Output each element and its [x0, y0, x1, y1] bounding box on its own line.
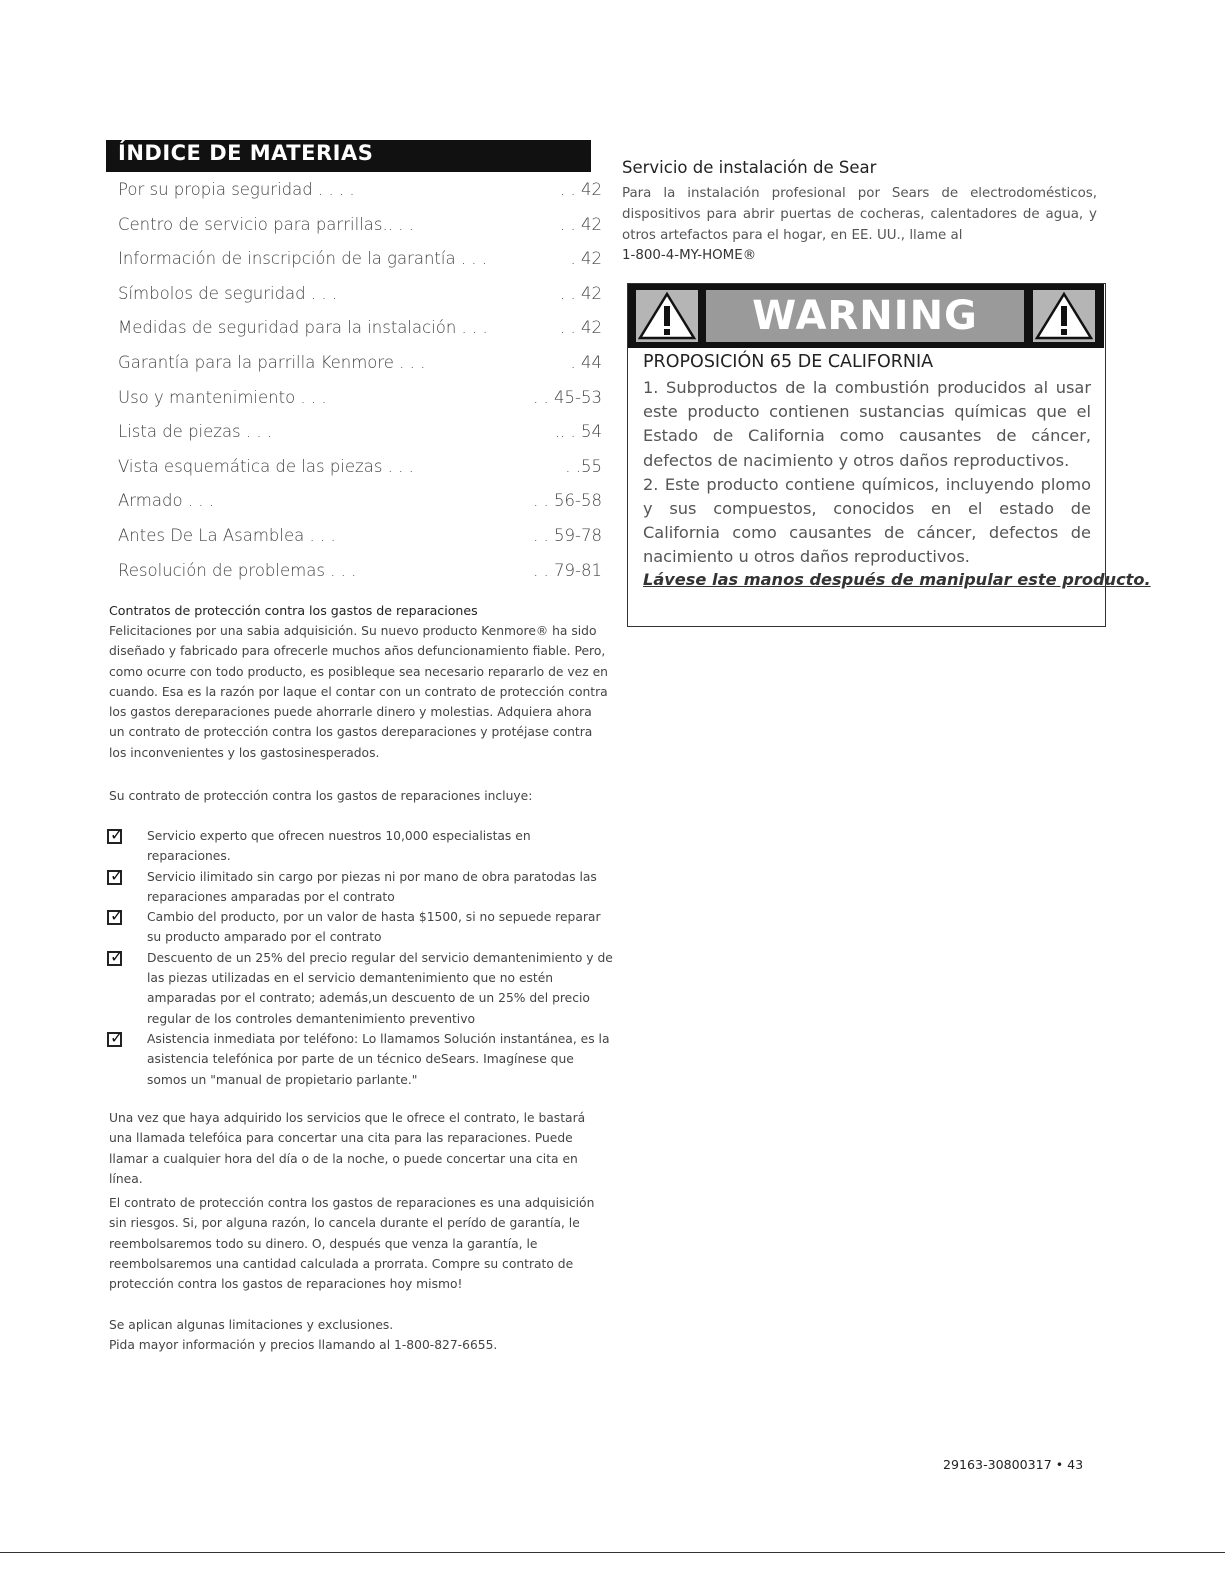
toc-heading: ÍNDICE DE MATERIAS: [118, 141, 374, 165]
service-phone: 1-800-4-MY-HOME®: [622, 248, 757, 263]
toc-item-title: Símbolos de seguridad . . .: [118, 283, 338, 303]
prop65-item-2: 2. Este producto contiene químicos, incluyendo plomo y sus compuestos, conocidos en el estado de California como causantes de cáncer, defectos de nacimiento u otros daños reproductivos.: [643, 474, 1091, 567]
toc-item-page: . .55: [565, 456, 602, 476]
check-item: [105, 867, 615, 908]
protection-intro: Felicitaciones por una sabia adquisición. Su nuevo producto Kenmore® ha sido diseñado y fabricado para ofrecerle muchos años defuncionamiento fiable. Pero, como ocurre con todo producto, es posibleque sea necesario repararlo de vez en cuando. Esa es la razón por laque el contar con un contrato de protección contra los gastos dereparaciones puede ahorrarle dinero y molestias. Adquiera ahora un contrato de protección contra los gastos dereparaciones y protéjase contra los inconvenientes y los gastosinesperados.: [109, 624, 608, 760]
warning-label-panel: [706, 290, 1024, 342]
protection-check-list: [105, 826, 615, 1090]
check-item-text: Cambio del producto, por un valor de hasta $1500, si no sepuede reparar su producto amparado por el contrato: [147, 910, 601, 945]
checkbox-checked-icon: [107, 1032, 122, 1047]
checkbox-checked-icon: [107, 870, 122, 885]
protection-limits: Se aplican algunas limitaciones y exclusiones.: [109, 1318, 394, 1332]
check-item: [105, 948, 615, 1029]
prop65-title: PROPOSICIÓN 65 DE CALIFORNIA: [643, 352, 934, 372]
checkbox-checked-icon: [107, 829, 122, 844]
toc-item-title: Lista de piezas . . .: [118, 422, 273, 442]
check-item: [105, 907, 615, 948]
check-item: [105, 826, 615, 867]
toc-item: [118, 314, 608, 349]
protection-call-paragraph: Una vez que haya adquirido los servicios que le ofrece el contrato, le bastará una llamada telefóica para concertar una cita para las reparaciones. Puede llamar a cualquier hora del día o de la noche, o puede concertar una cita en línea.: [109, 1111, 586, 1186]
toc-item: [118, 211, 608, 246]
toc-item: [118, 453, 608, 488]
check-item: [105, 1029, 615, 1090]
toc-item-title: Garantía para la parrilla Kenmore . . .: [118, 352, 426, 372]
check-item-text: Asistencia inmediata por teléfono: Lo llamamos Solución instantánea, es la asistencia telefónica por parte de un técnico deSears. Imagínese que somos un "manual de propietario parlante.": [147, 1031, 610, 1087]
toc-item-page: . . 42: [560, 318, 602, 338]
checkbox-checked-icon: [107, 910, 122, 925]
toc-item-title: Armado . . .: [118, 491, 215, 511]
toc-list: [118, 176, 608, 591]
toc-item-title: Información de inscripción de la garantía . . .: [118, 249, 488, 269]
toc-item: [118, 522, 608, 557]
toc-item-page: . . 42: [560, 283, 602, 303]
toc-item-title: Medidas de seguridad para la instalación . . .: [118, 318, 488, 338]
bottom-divider: [0, 1552, 1225, 1553]
toc-item-page: . . 42: [560, 180, 602, 199]
protection-info: Pida mayor información y precios llamando al 1-800-827-6655.: [109, 1338, 498, 1352]
toc-item-page: .. . 54: [554, 422, 602, 442]
toc-item: [118, 384, 608, 419]
toc-item-title: Centro de servicio para parrillas.. . .: [118, 214, 414, 234]
service-body: Para la instalación profesional por Sears de electrodomésticos, dispositivos para abrir puertas de cocheras, calentadores de agua, y otros artefactos para el hogar, en EE. UU., llame al: [622, 186, 1097, 243]
toc-item-title: Vista esquemática de las piezas . . .: [118, 456, 414, 476]
protection-title: Contratos de protección contra los gastos de reparaciones: [109, 603, 478, 618]
prop65-item-1: 1. Subproductos de la combustión producidos al usar este producto contienen sustancias químicas que el Estado de California como causantes de cáncer, defectos de nacimiento y otros daños reproductivos.: [643, 378, 1091, 470]
check-item-text: Servicio experto que ofrecen nuestros 10,000 especialistas en reparaciones.: [147, 829, 531, 864]
protection-includes: Su contrato de protección contra los gastos de reparaciones incluye:: [109, 789, 533, 803]
toc-item: [118, 418, 608, 453]
toc-item-title: Resolución de problemas . . .: [118, 560, 357, 580]
protection-risk-paragraph: El contrato de protección contra los gastos de reparaciones es una adquisición sin riesgos. Si, por alguna razón, lo cancela durante el perído de garantía, le reembolsaremos todo su dinero. O, después que venza la garantía, le reembolsaremos una cantidad calculada a prorrata. Compre su contrato de protección contra los gastos de reparaciones hoy mismo!: [109, 1196, 595, 1292]
toc-item: [118, 245, 608, 280]
toc-heading-bar: [106, 140, 591, 172]
check-item-text: Servicio ilimitado sin cargo por piezas ni por mano de obra paratodas las reparaciones amparadas por el contrato: [147, 869, 597, 904]
toc-item-page: . . 59-78: [533, 525, 602, 545]
toc-item-title: Uso y mantenimiento . . .: [118, 387, 327, 407]
wash-hands-notice: Lávese las manos después de manipular este producto.: [643, 570, 1151, 589]
prop65-body: [643, 376, 1091, 570]
warning-triangle-icon: [636, 290, 698, 342]
toc-item: [118, 176, 608, 211]
toc-item-page: . . 42: [560, 214, 602, 234]
warning-triangle-icon: [1033, 290, 1095, 342]
warning-banner: [628, 284, 1104, 348]
toc-item: [118, 557, 608, 592]
toc-item-page: . . 79-81: [533, 560, 602, 580]
toc-item: [118, 349, 608, 384]
toc-item: [118, 487, 608, 522]
toc-item-title: Antes De La Asamblea . . .: [118, 525, 336, 545]
toc-item-page: . 44: [570, 352, 602, 372]
check-item-text: Descuento de un 25% del precio regular del servicio demantenimiento y de las piezas utilizadas en el servicio demantenimiento que no estén amparadas por el contrato; además,un descuento de un 25% del precio regular de los controles demantenimiento preventivo: [147, 950, 613, 1026]
toc-item-page: . . 45-53: [533, 387, 602, 407]
toc-item-page: . 42: [570, 249, 602, 269]
toc-item-title: Por su propia seguridad . . . .: [118, 180, 355, 199]
page-number: 29163-30800317 • 43: [943, 1457, 1084, 1472]
toc-item-page: . . 56-58: [533, 491, 602, 511]
checkbox-checked-icon: [107, 951, 122, 966]
warning-label: WARNING: [752, 293, 978, 339]
toc-item: [118, 280, 608, 315]
service-title: Servicio de instalación de Sear: [622, 158, 877, 177]
